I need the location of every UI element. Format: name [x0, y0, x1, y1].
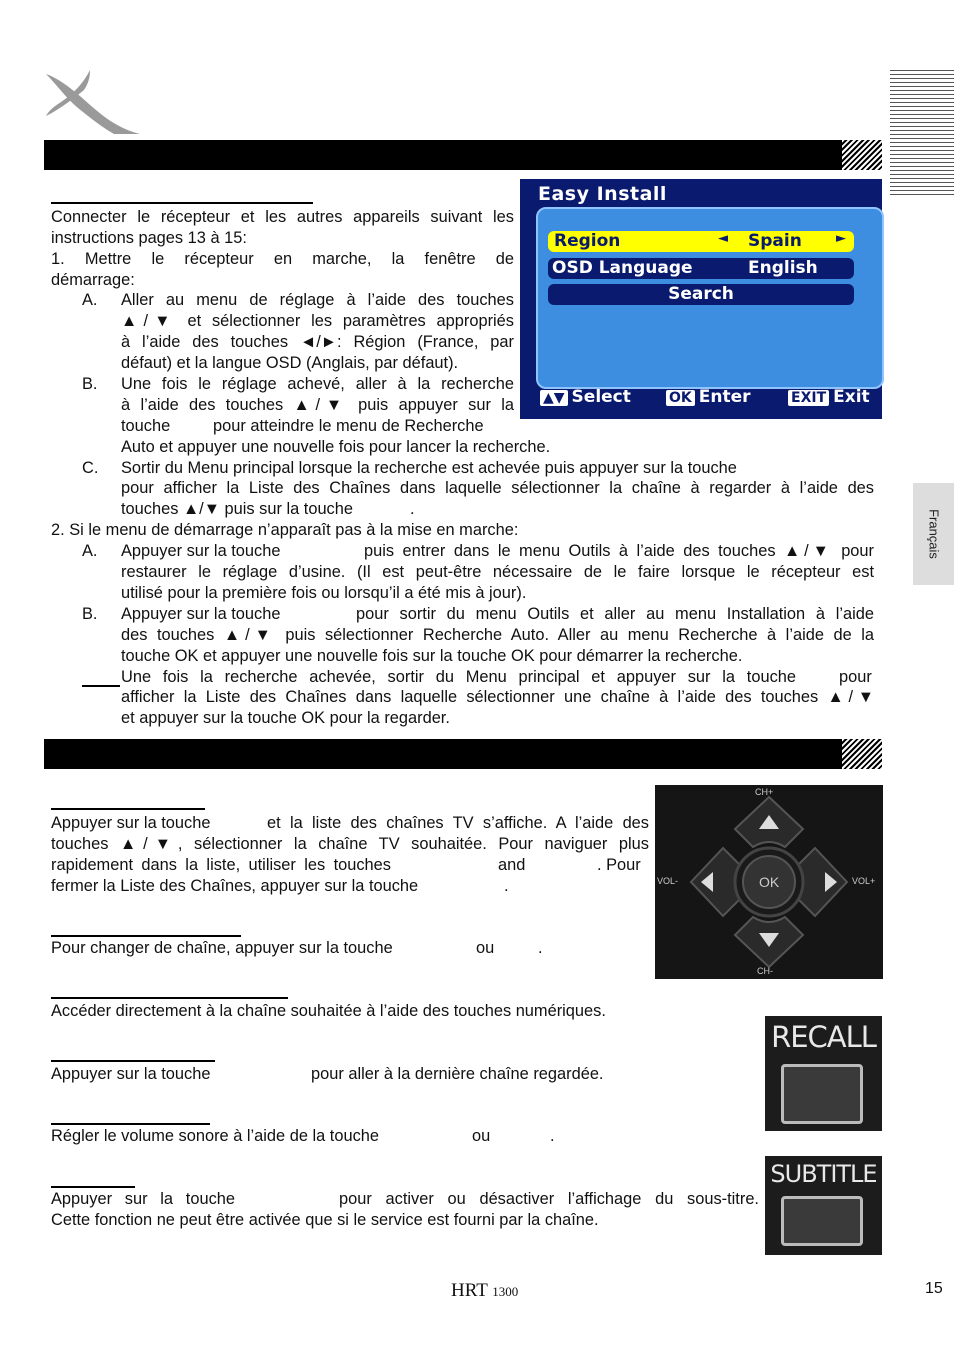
body-text: démarrage:	[51, 271, 135, 289]
osd-row-language[interactable]: OSD Language English	[548, 258, 854, 279]
body-text: and	[498, 856, 526, 874]
heading-underline	[51, 202, 313, 204]
body-text: 2. Si le menu de démarrage n’apparaît pas à la mise en marche:	[51, 521, 519, 539]
remote-navigation-image	[655, 785, 883, 979]
vol-plus-label: VOL+	[852, 876, 876, 886]
arrow-right-icon: ►	[836, 231, 846, 246]
osd-row-search[interactable]: Search	[548, 284, 854, 305]
body-text: Sortir du Menu principal lorsque la recherche est achevée puis appuyer sur la touche	[121, 459, 737, 477]
body-text: .	[550, 1127, 555, 1145]
body-text: pour sortir du menu Outils et aller au menu Installation à l’aide	[356, 605, 874, 623]
body-text: Une fois la recherche achevée, sortir du Menu principal et appuyer sur la touche	[121, 668, 796, 686]
body-text: Appuyer sur la touche	[51, 814, 211, 832]
body-text: puis entrer dans le menu Outils à l’aide des touches ▲/▼ pour	[364, 542, 874, 560]
list-letter: B.	[82, 605, 98, 623]
body-text: Une fois le réglage achevé, aller à la recherche	[121, 375, 514, 393]
body-text: pour afficher la Liste des Chaînes dans laquelle sélectionner la chaîne à regarder à l’aide des	[121, 479, 874, 497]
osd-panel	[536, 207, 884, 389]
section-header-bar	[44, 739, 882, 769]
body-text: ou	[476, 939, 495, 957]
list-letter: B.	[82, 375, 98, 393]
body-text: Auto et appuyer une nouvelle fois pour lancer la recherche.	[121, 438, 551, 456]
body-text: Appuyer sur la touche	[51, 1190, 235, 1208]
body-text: touches ▲/▼ puis sur la touche	[121, 500, 353, 518]
vol-minus-label: VOL-	[657, 876, 679, 886]
body-text: touche	[121, 417, 171, 435]
body-text: rapidement dans la liste, utiliser les touches	[51, 856, 391, 874]
body-text: .	[504, 877, 509, 895]
ch-plus-label: CH+	[755, 787, 774, 797]
heading-underline	[51, 1060, 215, 1062]
osd-footer-exit: EXIT Exit	[788, 387, 870, 407]
body-text: fermer la Liste des Chaînes, appuyer sur la touche	[51, 877, 419, 895]
body-text: Connecter le récepteur et les autres appareils suivant les	[51, 208, 514, 226]
language-tab: Français	[913, 483, 954, 585]
body-text: Aller au menu de réglage à l’aide des touches	[121, 291, 514, 309]
osd-footer-select: ▲▼ Select	[540, 387, 631, 407]
body-text: des touches ▲/▼ puis sélectionner Recherche Auto. Aller au menu Recherche à l’aide de la	[121, 626, 874, 644]
osd-row-region[interactable]: Region ◄ Spain ►	[548, 231, 854, 252]
section-header-bar	[44, 140, 882, 170]
list-letter: A.	[82, 542, 98, 560]
easy-install-screen	[520, 179, 882, 419]
body-text: Appuyer sur la touche	[121, 542, 281, 560]
brand-logo	[44, 70, 144, 136]
body-text: ▲/▼ et sélectionner les paramètres appropriés	[121, 312, 514, 330]
heading-underline	[51, 935, 241, 937]
body-text: pour activer ou désactiver l’affichage du sous-titre.	[339, 1190, 759, 1208]
subtitle-button-image: SUBTITLE	[765, 1156, 882, 1255]
body-text: Appuyer sur la touche	[51, 1065, 211, 1083]
body-text: et appuyer sur la touche OK pour la regarder.	[121, 709, 450, 727]
footer-model: HRT 1300	[451, 1280, 519, 1301]
heading-underline	[51, 997, 288, 999]
osd-footer-enter: OK Enter	[666, 387, 751, 407]
body-text: ou	[472, 1127, 491, 1145]
body-text: Appuyer sur la touche	[121, 605, 281, 623]
body-text: Accéder directement à la chaîne souhaitée à l’aide des touches numériques.	[51, 1002, 606, 1020]
ch-minus-label: CH-	[757, 966, 773, 976]
body-text: .	[410, 500, 415, 518]
heading-underline	[51, 1123, 210, 1125]
body-text: et la liste des chaînes TV s’affiche. A l’aide des	[267, 814, 649, 832]
osd-title: Easy Install	[538, 183, 667, 205]
ok-label: OK	[759, 874, 780, 890]
body-text: à l’aide des touches ▲/▼ puis appuyer sur la	[121, 396, 514, 414]
body-text: touche OK et appuyer une nouvelle fois sur la touche OK pour démarrer la recherche.	[121, 647, 743, 665]
body-text: . Pour	[597, 856, 641, 874]
list-letter: A.	[82, 291, 98, 309]
body-text: .	[538, 939, 543, 957]
body-text: utilisé pour la première fois ou lorsqu’il a été mis à jour).	[121, 584, 527, 602]
arrow-left-icon: ◄	[718, 231, 728, 246]
body-text: pour aller à la dernière chaîne regardée.	[311, 1065, 604, 1083]
body-text: défaut) et la langue OSD (Anglais, par défaut).	[121, 354, 459, 372]
body-text: Régler le volume sonore à l’aide de la touche	[51, 1127, 380, 1145]
body-text: pour	[839, 668, 872, 686]
recall-button-image: RECALL	[765, 1016, 882, 1131]
body-text: Pour changer de chaîne, appuyer sur la touche	[51, 939, 393, 957]
body-text: afficher la Liste des Chaînes dans laquelle sélectionner une chaîne à l’aide des touches ▲/▼	[121, 688, 874, 706]
page-number: 15	[925, 1280, 943, 1297]
heading-underline	[82, 685, 120, 687]
body-text: pour atteindre le menu de Recherche	[213, 417, 484, 435]
body-text: 1. Mettre le récepteur en marche, la fenêtre de	[51, 250, 514, 268]
body-text: restaurer le réglage d’usine. (Il est peut-être nécessaire de le faire lorsque le récepteur est	[121, 563, 874, 581]
heading-underline	[51, 1186, 135, 1188]
body-text: touches ▲/▼, sélectionner la chaîne TV souhaitée. Pour naviguer plus	[51, 835, 649, 853]
body-text: instructions pages 13 à 15:	[51, 229, 247, 247]
body-text: Cette fonction ne peut être activée que si le service est fourni par la chaîne.	[51, 1211, 599, 1229]
decorative-stripes	[890, 70, 954, 196]
body-text: à l’aide des touches ◄/►: Région (France, par	[121, 333, 514, 351]
list-letter: C.	[82, 459, 99, 477]
heading-underline	[51, 808, 205, 810]
